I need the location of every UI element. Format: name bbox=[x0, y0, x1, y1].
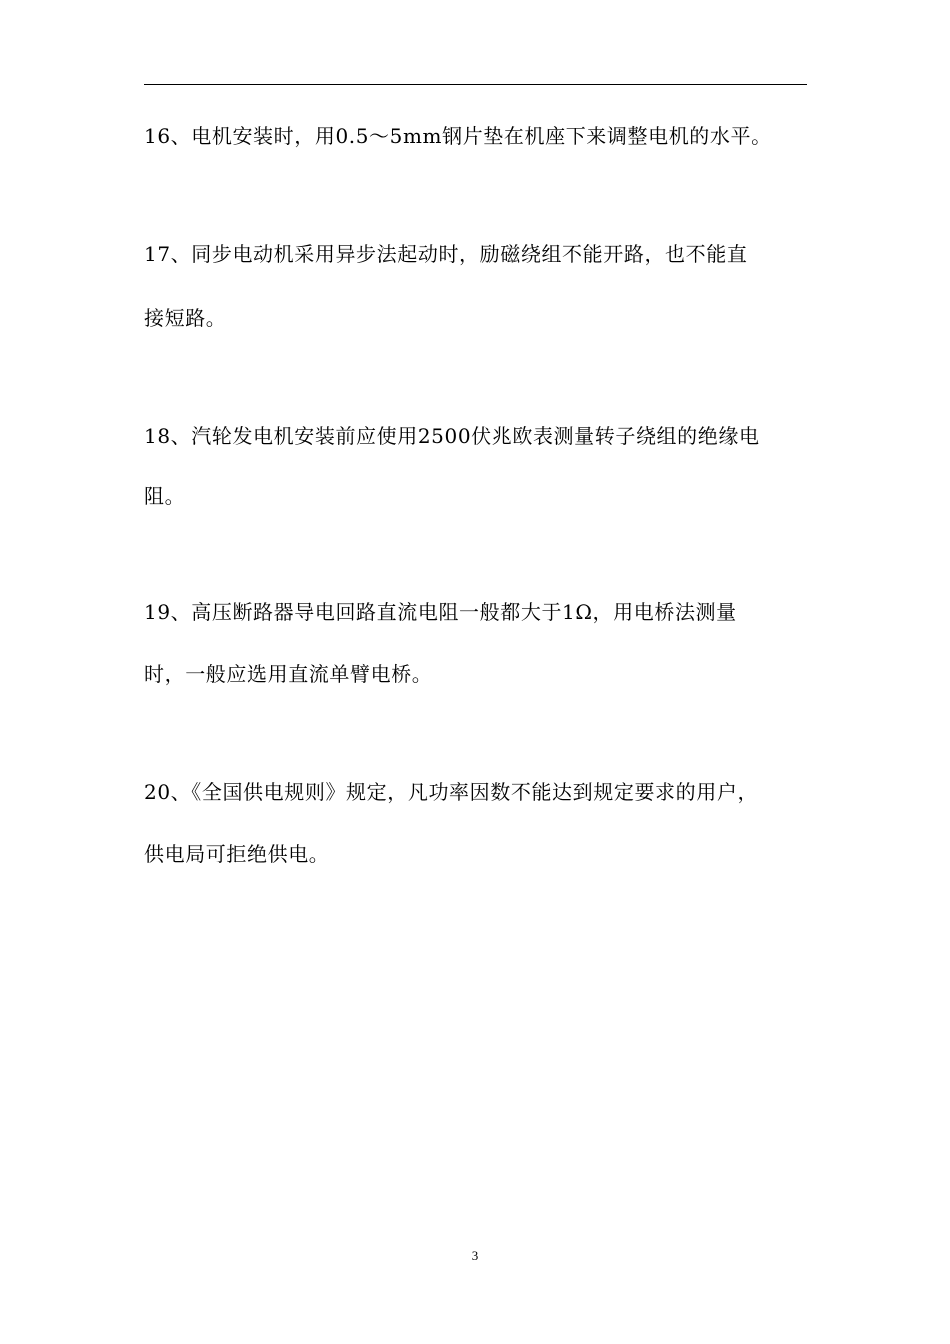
header-rule bbox=[144, 84, 807, 85]
item-18-line-2: 阻。 bbox=[144, 484, 186, 508]
page-number: 3 bbox=[471, 1248, 479, 1263]
item-20-line-1: 20、《全国供电规则》规定，凡功率因数不能达到规定要求的用户， bbox=[144, 780, 759, 804]
item-19-line-1: 19、高压断路器导电回路直流电阻一般都大于1Ω，用电桥法测量 bbox=[144, 600, 737, 624]
item-19-line-2: 时，一般应选用直流单臂电桥。 bbox=[144, 662, 433, 686]
item-17-line-2: 接短路。 bbox=[144, 306, 227, 330]
item-16-line-1: 16、电机安装时，用0.5～5mm钢片垫在机座下来调整电机的水平。 bbox=[144, 124, 772, 148]
item-17-line-1: 17、同步电动机采用异步法起动时，励磁绕组不能开路，也不能直 bbox=[144, 242, 748, 266]
item-18-line-1: 18、汽轮发电机安装前应使用2500伏兆欧表测量转子绕组的绝缘电 bbox=[144, 424, 760, 448]
item-20-line-2: 供电局可拒绝供电。 bbox=[144, 842, 330, 866]
